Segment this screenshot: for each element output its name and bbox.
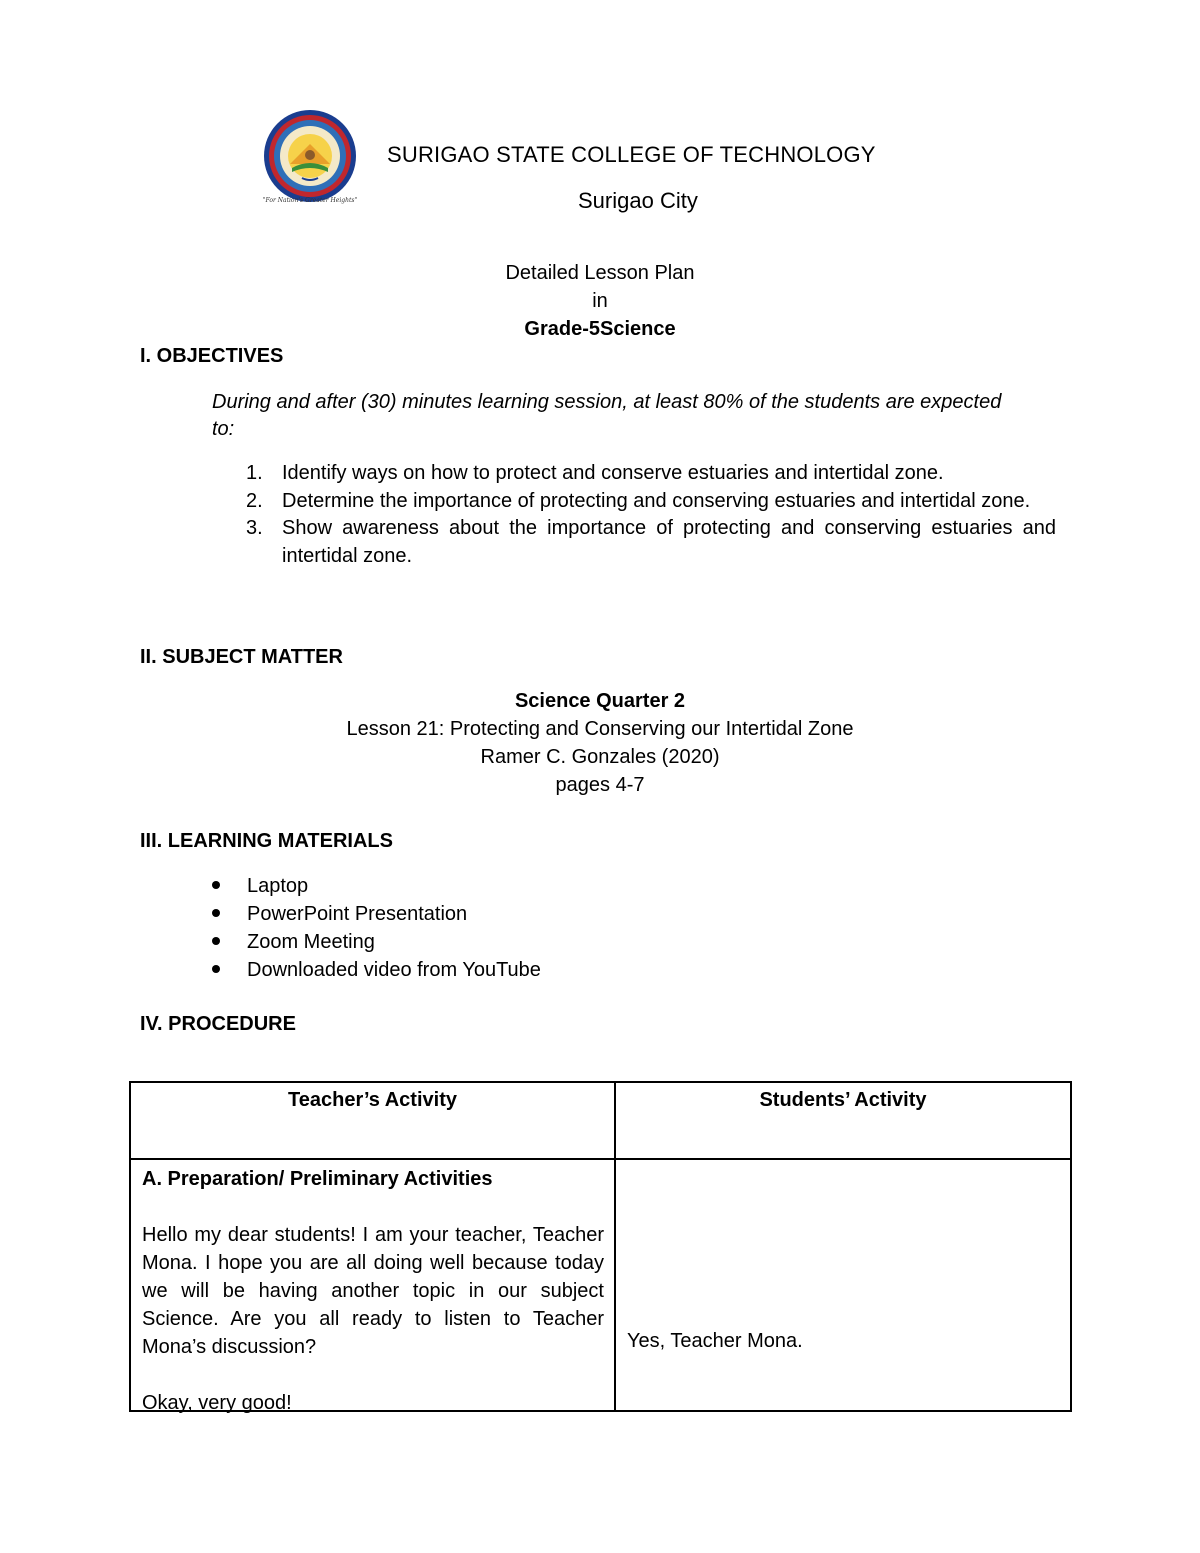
subject-lesson: Lesson 21: Protecting and Conserving our Intertidal Zone <box>346 718 854 740</box>
document-title-in: in <box>592 290 608 312</box>
subject-author: Ramer C. Gonzales (2020) <box>480 746 720 768</box>
material-item: Laptop <box>212 872 541 900</box>
teacher-greeting: Hello my dear students! I am your teacher, Teacher Mona. I hope you are all doing well because today we will be having another topic in our subject Science. Are you all ready to listen to Teacher Mona’s discussion? <box>142 1224 604 1358</box>
section-title: A. Preparation/ Preliminary Activities <box>142 1168 493 1190</box>
table-header-row <box>130 1082 1071 1159</box>
college-seal-logo <box>262 108 358 204</box>
materials-heading: III. LEARNING MATERIALS <box>140 830 393 852</box>
objective-item: 1. Identify ways on how to protect and conserve estuaries and intertidal zone. <box>246 462 944 484</box>
materials-list <box>212 872 541 984</box>
student-reply: Yes, Teacher Mona. <box>627 1330 803 1352</box>
bullet-icon <box>212 881 220 889</box>
objectives-list <box>246 460 1056 570</box>
subject-matter-heading: II. SUBJECT MATTER <box>140 646 343 668</box>
table-row <box>130 1159 1071 1411</box>
procedure-heading: IV. PROCEDURE <box>140 1013 296 1035</box>
students-column-header: Students’ Activity <box>615 1082 1071 1159</box>
procedure-table <box>129 1081 1072 1412</box>
teacher-activity-cell <box>130 1159 615 1414</box>
students-activity-cell <box>615 1159 1071 1411</box>
college-name: SURIGAO STATE COLLEGE OF TECHNOLOGY <box>387 142 876 167</box>
objectives-intro: During and after (30) minutes learning session, at least 80% of the students are expected to: <box>212 391 1002 440</box>
objectives-heading: I. OBJECTIVES <box>140 345 284 367</box>
college-motto: "For Nation's Greater Heights" <box>262 197 358 204</box>
document-title: Detailed Lesson Plan <box>505 262 695 284</box>
teacher-column-header: Teacher’s Activity <box>130 1082 615 1159</box>
objective-item: 2. Determine the importance of protecting and conserving estuaries and intertidal zone. <box>246 489 1031 512</box>
material-item: Downloaded video from YouTube <box>212 956 541 984</box>
bullet-icon <box>212 937 220 945</box>
subject-topic: Science Quarter 2 <box>514 690 686 712</box>
document-subject: Grade-5Science <box>524 318 676 340</box>
bullet-icon <box>212 965 220 973</box>
material-item: Zoom Meeting <box>212 928 541 956</box>
material-item: PowerPoint Presentation <box>212 900 541 928</box>
objective-item: 3. Show awareness about the importance of protecting and conserving estuaries and intertidal zone. <box>246 517 1056 567</box>
college-city: Surigao City <box>578 188 698 213</box>
bullet-icon <box>212 909 220 917</box>
subject-pages: pages 4-7 <box>555 774 645 796</box>
teacher-response: Okay, very good! <box>142 1392 292 1414</box>
